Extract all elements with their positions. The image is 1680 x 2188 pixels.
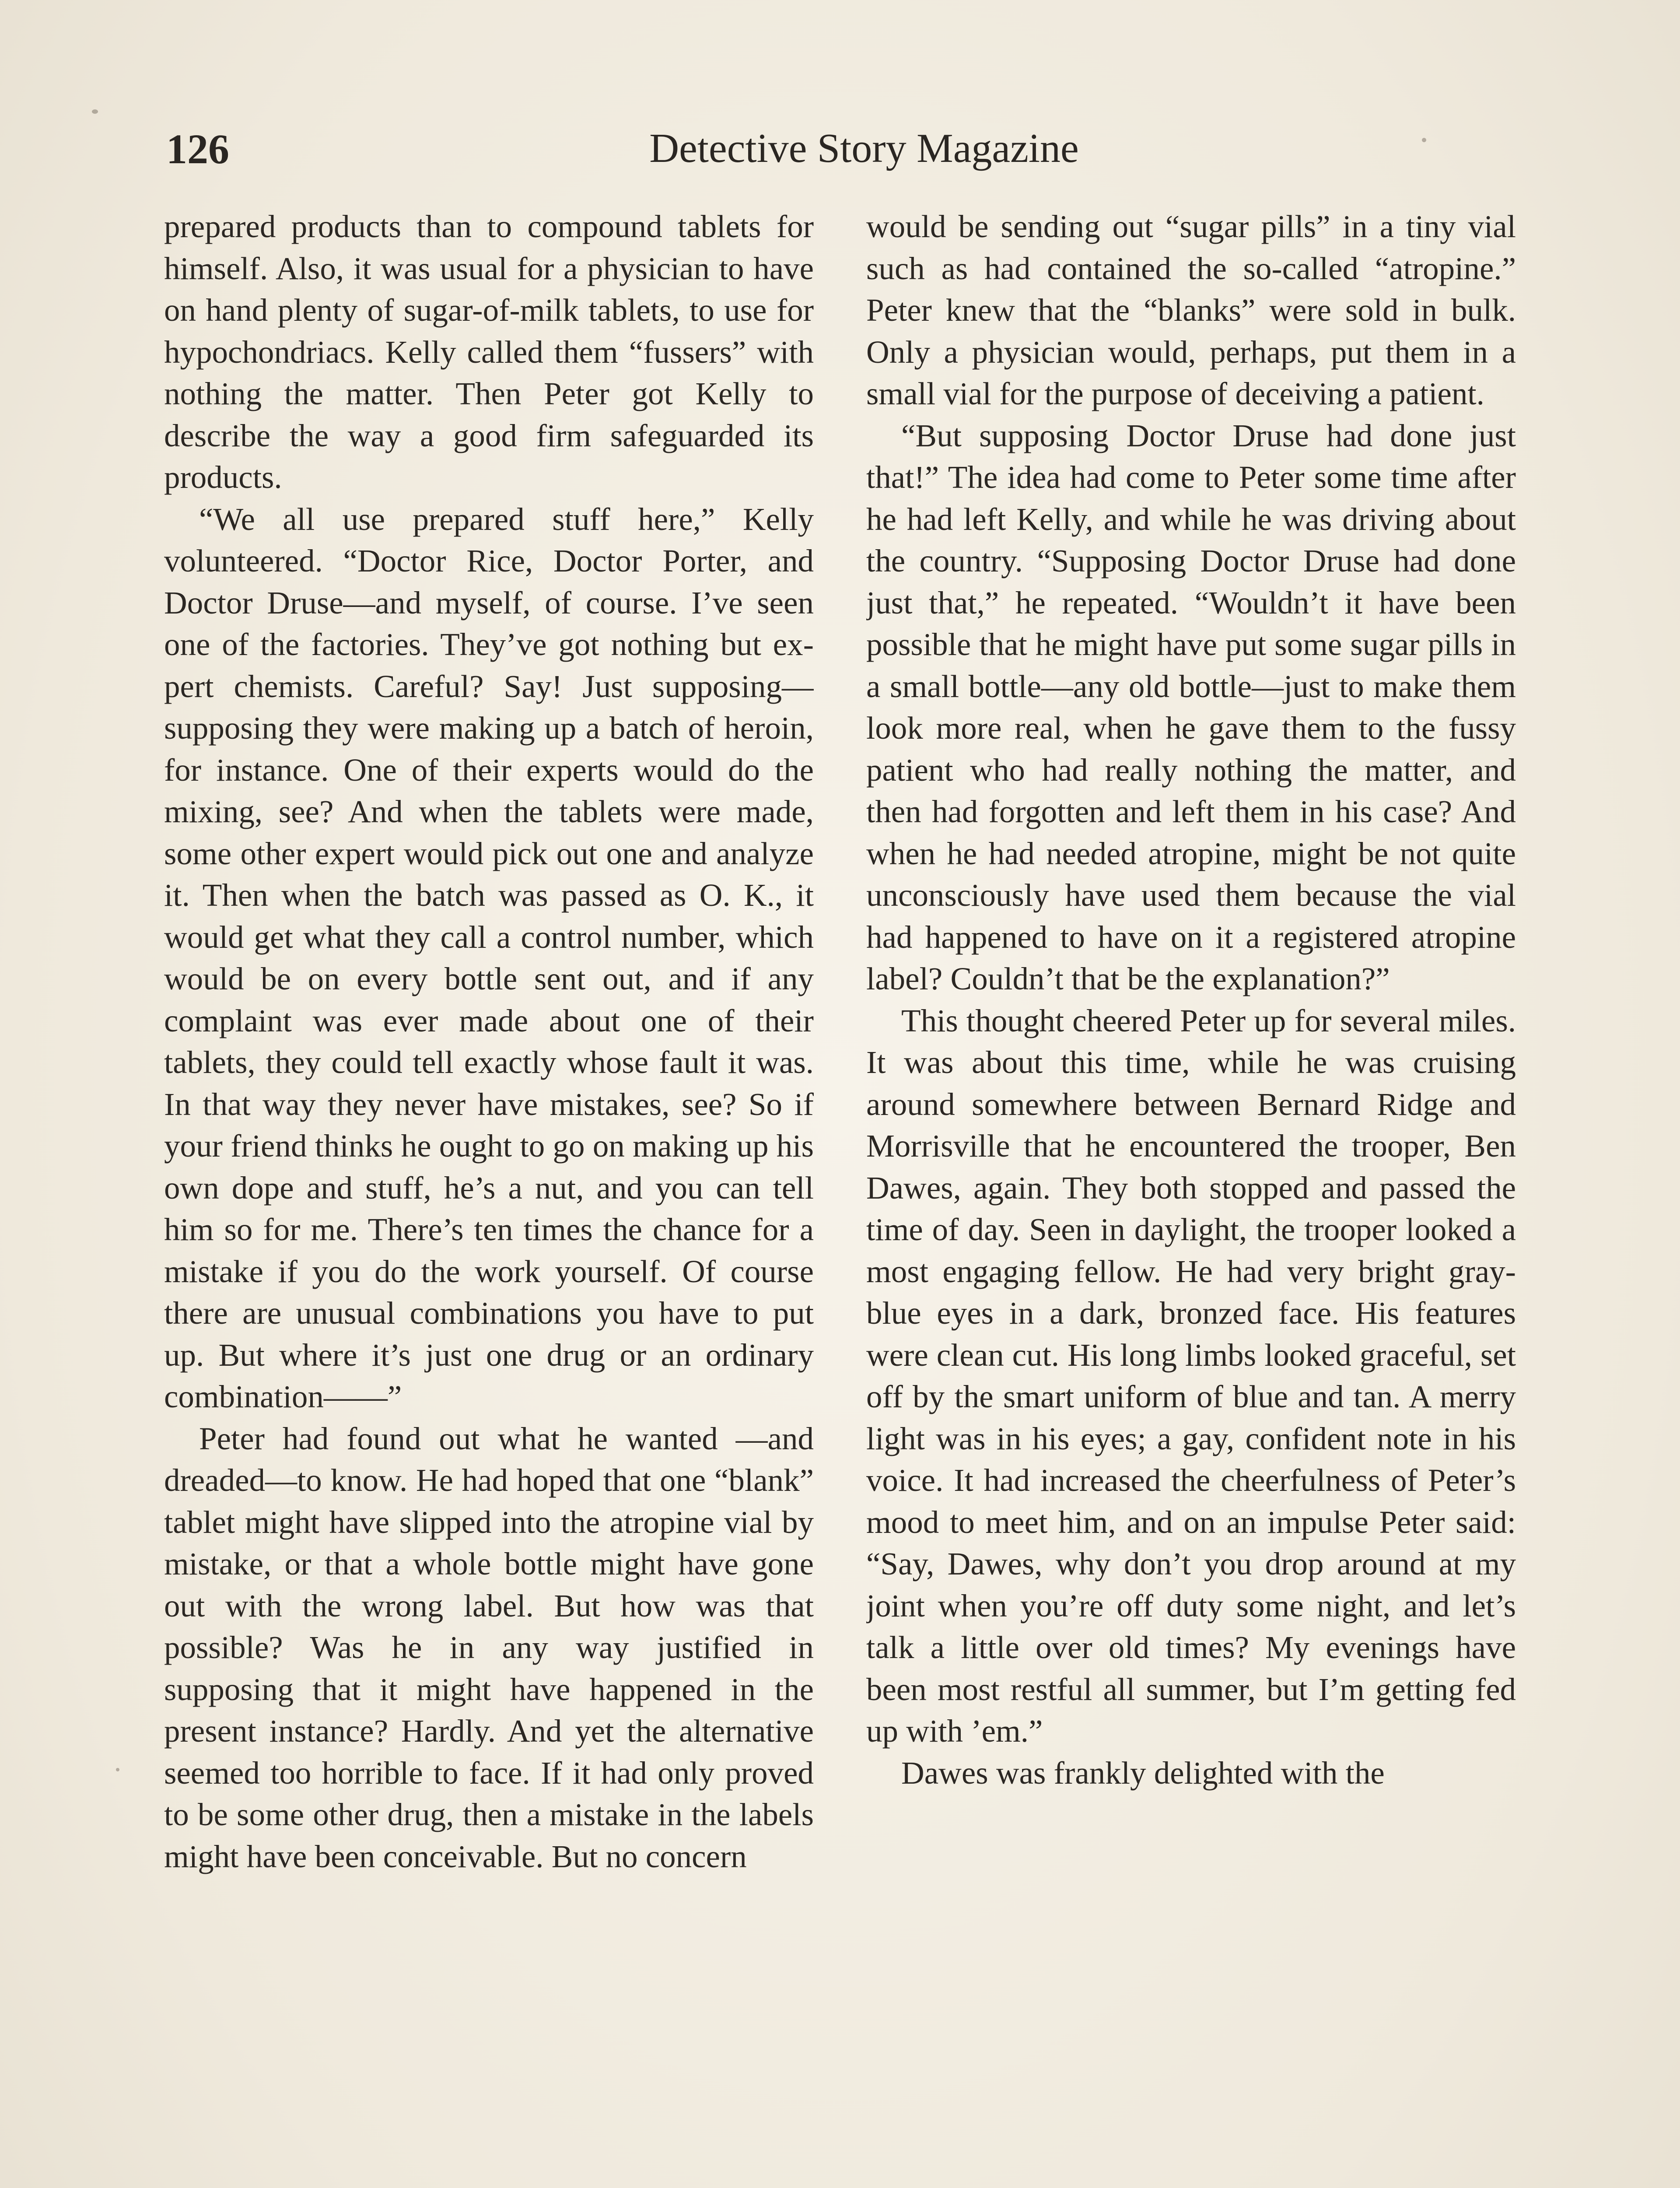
paragraph: Dawes was frankly delighted with the xyxy=(901,1755,1385,1791)
paper-speck xyxy=(92,109,98,114)
page-header xyxy=(166,125,1527,190)
running-title: Detective Story Magazine xyxy=(649,126,1079,171)
paragraph: “We all use prepared stuff here,” Kelly volunteered. “Doctor Rice, Doctor Porter, and Doctor Druse—and myself, of course. I’ve seen one of the factories. They’ve got nothing but expert chemists. Careful? Say! Just supposing—supposing they were making up a batch of heroin, for instance. One of their experts would do the mixing, see? And when the tablets were made, some other expert would pick out one and analyze it. Then when the batch was passed as O. K., it would get what they call a control number, which would be on every bottle sent out, and if any complaint was ever made about one of their tablets, they could tell exactly whose fault it was. In that way they never have mistakes, see? So if your friend thinks he ought to go on making up his own dope and stuff, he’s a nut, and you can tell him so for me. There’s ten times the chance for a mistake if you do the work yourself. Of course there are unusual combinations you have to put up. But where it’s just one drug or an ordinary combination——” xyxy=(164,501,814,1414)
paragraph: “But supposing Doctor Druse had done just that!” The idea had come to Peter some time after he had left Kelly, and while he was driving about the country. “Supposing Doctor Druse had done just that,” he repeated. “Wouldn’t it have been possible that he might have put some sugar pills in a small bottle—any old bottle—just to make them look more real, when he gave them to the fussy patient who had really nothing the matter, and then had forgotten and left them in his case? And when he had needed atropine, might be not quite unconsciously have used them because the vial had happened to have on it a registered atropine label? Couldn’t that be the explanation?” xyxy=(866,417,1516,996)
page-number: 126 xyxy=(166,126,229,172)
paragraph: prepared products than to compound tablets for himself. Also, it was usual for a physician to have on hand plenty of sugar-of-milk tablets, to use for hypochondriacs. Kelly called them “fussers” with nothing the matter. Then Peter got Kelly to describe the way a good firm safeguarded its products. xyxy=(164,209,814,495)
paragraph: This thought cheered Peter up for several miles. It was about this time, while he was cruising around somewhere between Bernard Ridge and Morrisville that he encountered the trooper, Ben Dawes, again. They both stopped and passed the time of day. Seen in daylight, the trooper looked a most engaging fellow. He had very bright gray-blue eyes in a dark, bronzed face. His features were clean cut. His long limbs looked graceful, set off by the smart uniform of blue and tan. A merry light was in his eyes; a gay, confident note in his voice. It had increased the cheerfulness of Peter’s mood to meet him, and on an impulse Peter said: “Say, Dawes, why don’t you drop around at my joint when you’re off duty some night, and let’s talk a little over old times? My evenings have been most restful all summer, but I’m getting fed up with ’em.” xyxy=(866,1003,1516,1749)
paragraph: would be sending out “sugar pills” in a tiny vial such as had contained the so-called “atropine.” Peter knew that the “blanks” were sold in bulk. Only a physician would, perhaps, put them in a small vial for the purpose of deceiving a patient. xyxy=(866,209,1516,411)
paper-speck xyxy=(116,1768,119,1771)
paper-speck xyxy=(1422,138,1426,142)
left-column xyxy=(164,206,814,2188)
right-column xyxy=(866,206,1516,2188)
paragraph: Peter had found out what he wanted —and dreaded—to know. He had hoped that one “blank” tablet might have slipped into the atropine vial by mistake, or that a whole bottle might have gone out with the wrong label. But how was that possible? Was he in any way justified in supposing that it might have happened in the present instance? Hardly. And yet the alternative seemed too horrible to face. If it had only proved to be some other drug, then a mistake in the labels might have been conceivable. But no concern xyxy=(164,1420,814,1874)
